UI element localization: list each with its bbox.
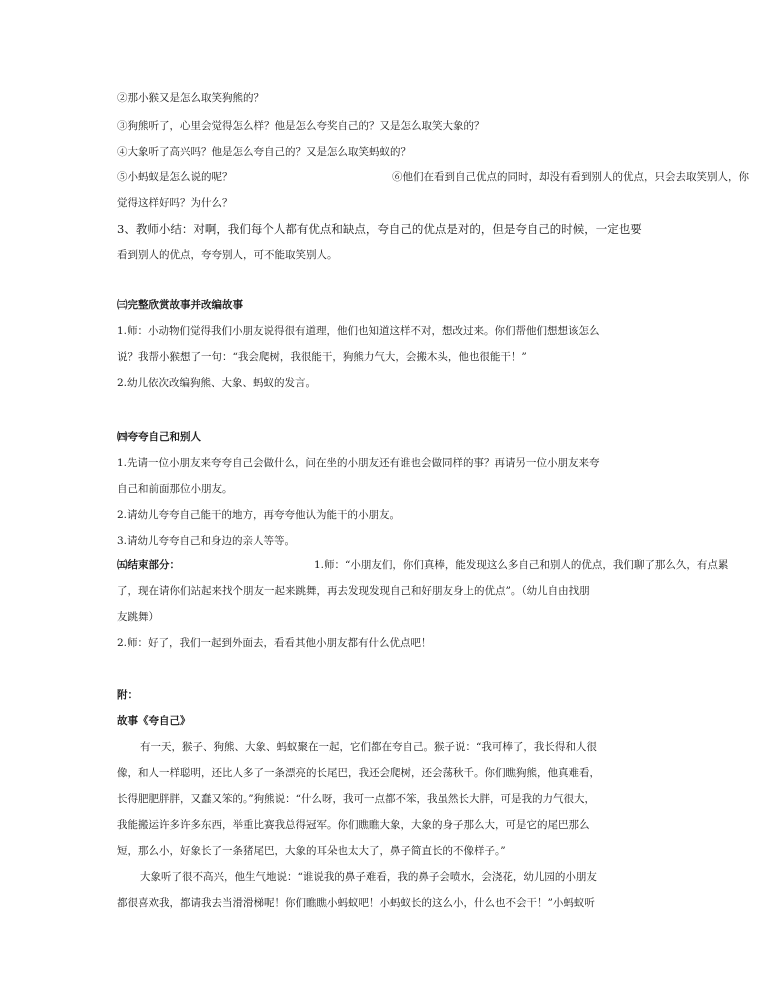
story-para-1-line: 像，和人一样聪明，还比人多了一条漂亮的长尾巴，我还会爬树，还会荡秋千。你们瞧狗熊，他真难看， (117, 767, 600, 779)
section-3-para-1: 1.师：小动物们觉得我们小朋友说得很有道理，他们也知道这样不对，想改过来。你们帮他们想想该怎么 (117, 325, 600, 337)
section-3-para-2: 2.幼儿依次改编狗熊、大象、蚂蚁的发言。 (117, 377, 317, 389)
section-5-line-1 (117, 558, 729, 572)
question-4: ④大象听了高兴吗？他是怎么夸自己的？又是怎么取笑蚂蚁的？ (117, 146, 411, 158)
section-4-heading: ㈣夸夸自己和别人 (117, 431, 201, 443)
section-5-para-1-end: 友跳舞） (117, 611, 159, 623)
section-4-para-3: 3.请幼儿夸夸自己和身边的亲人等等。 (117, 535, 296, 547)
story-para-2-line: 都很喜欢我，都请我去当滑滑梯呢！你们瞧瞧小蚂蚁吧！小蚂蚁长的这么小，什么也不会干！”小蚂蚁听 (117, 897, 595, 909)
question-3: ③狗熊听了，心里会觉得怎么样？他是怎么夸奖自己的？又是怎么取笑大象的？ (117, 120, 485, 132)
appendix-label: 附： (117, 689, 138, 701)
question-5-line (117, 170, 749, 184)
story-para-1-line: 我能搬运许多许多东西，举重比赛我总得冠军。你们瞧瞧大象，大象的身子那么大，可是它的尾巴那么 (117, 819, 590, 831)
section-3-para-1-cont: 说？我帮小猴想了一句：“我会爬树，我很能干，狗熊力气大，会搬木头，他也很能干！” (117, 351, 527, 363)
story-para-1-line: 有一天，猴子、狗熊、大象、蚂蚁聚在一起，它们都在夸自己。猴子说：“我可棒了，我长得和人很 (140, 741, 597, 753)
section-5-para-2: 2.师：好了，我们一起到外面去，看看其他小朋友都有什么优点吧！ (117, 637, 432, 649)
question-5: ⑤小蚂蚁是怎么说的呢？ (117, 171, 233, 183)
section-4-para-1: 1.先请一位小朋友来夸夸自己会做什么，问在坐的小朋友还有谁也会做同样的事？再请另一位小朋友来夸 (117, 457, 600, 469)
section-5-para-1-cont: 了，现在请你们站起来找个朋友一起来跳舞，再去发现发现自己和好朋友身上的优点”。（幼儿自由找朋 (117, 585, 590, 597)
section-5-para-1: 1.师：“小朋友们，你们真棒，能发现这么多自己和别人的优点，我们聊了那么久，有点累 (314, 559, 729, 571)
story-para-1-line: 长得肥肥胖胖，又蠢又笨的。”狗熊说：“什么呀，我可一点都不笨，我虽然长大胖，可是我的力气很大， (117, 793, 595, 805)
story-title: 故事《夸自己》 (117, 715, 191, 727)
question-2: ②那小猴又是怎么取笑狗熊的？ (117, 92, 264, 104)
teacher-summary-cont: 看到别人的优点，夸夸别人，可不能取笑别人。 (117, 249, 338, 261)
story-para-2-line: 大象听了很不高兴，他生气地说：“谁说我的鼻子难看，我的鼻子会喷水，会浇花，幼儿园的小朋友 (140, 871, 597, 883)
section-5-heading: ㈤结束部分： (117, 559, 180, 571)
section-4-para-1-cont: 自己和前面那位小朋友。 (117, 483, 233, 495)
teacher-summary: 3、教师小结：对啊，我们每个人都有优点和缺点，夸自己的优点是对的，但是夸自己的时候，一定也要 (117, 222, 642, 236)
story-para-1-line: 短，那么小，好象长了一条猪尾巴，大象的耳朵也太大了，鼻子简直长的不像样子。” (117, 845, 506, 857)
section-3-heading: ㈢完整欣赏故事并改编故事 (117, 299, 243, 311)
section-4-para-2: 2.请幼儿夸夸自己能干的地方，再夸夸他认为能干的小朋友。 (117, 509, 401, 521)
question-6: ⑥他们在看到自己优点的同时，却没有看到别人的优点，只会去取笑别人，你 (392, 171, 749, 183)
question-6-cont: 觉得这样好吗？为什么？ (117, 197, 233, 209)
